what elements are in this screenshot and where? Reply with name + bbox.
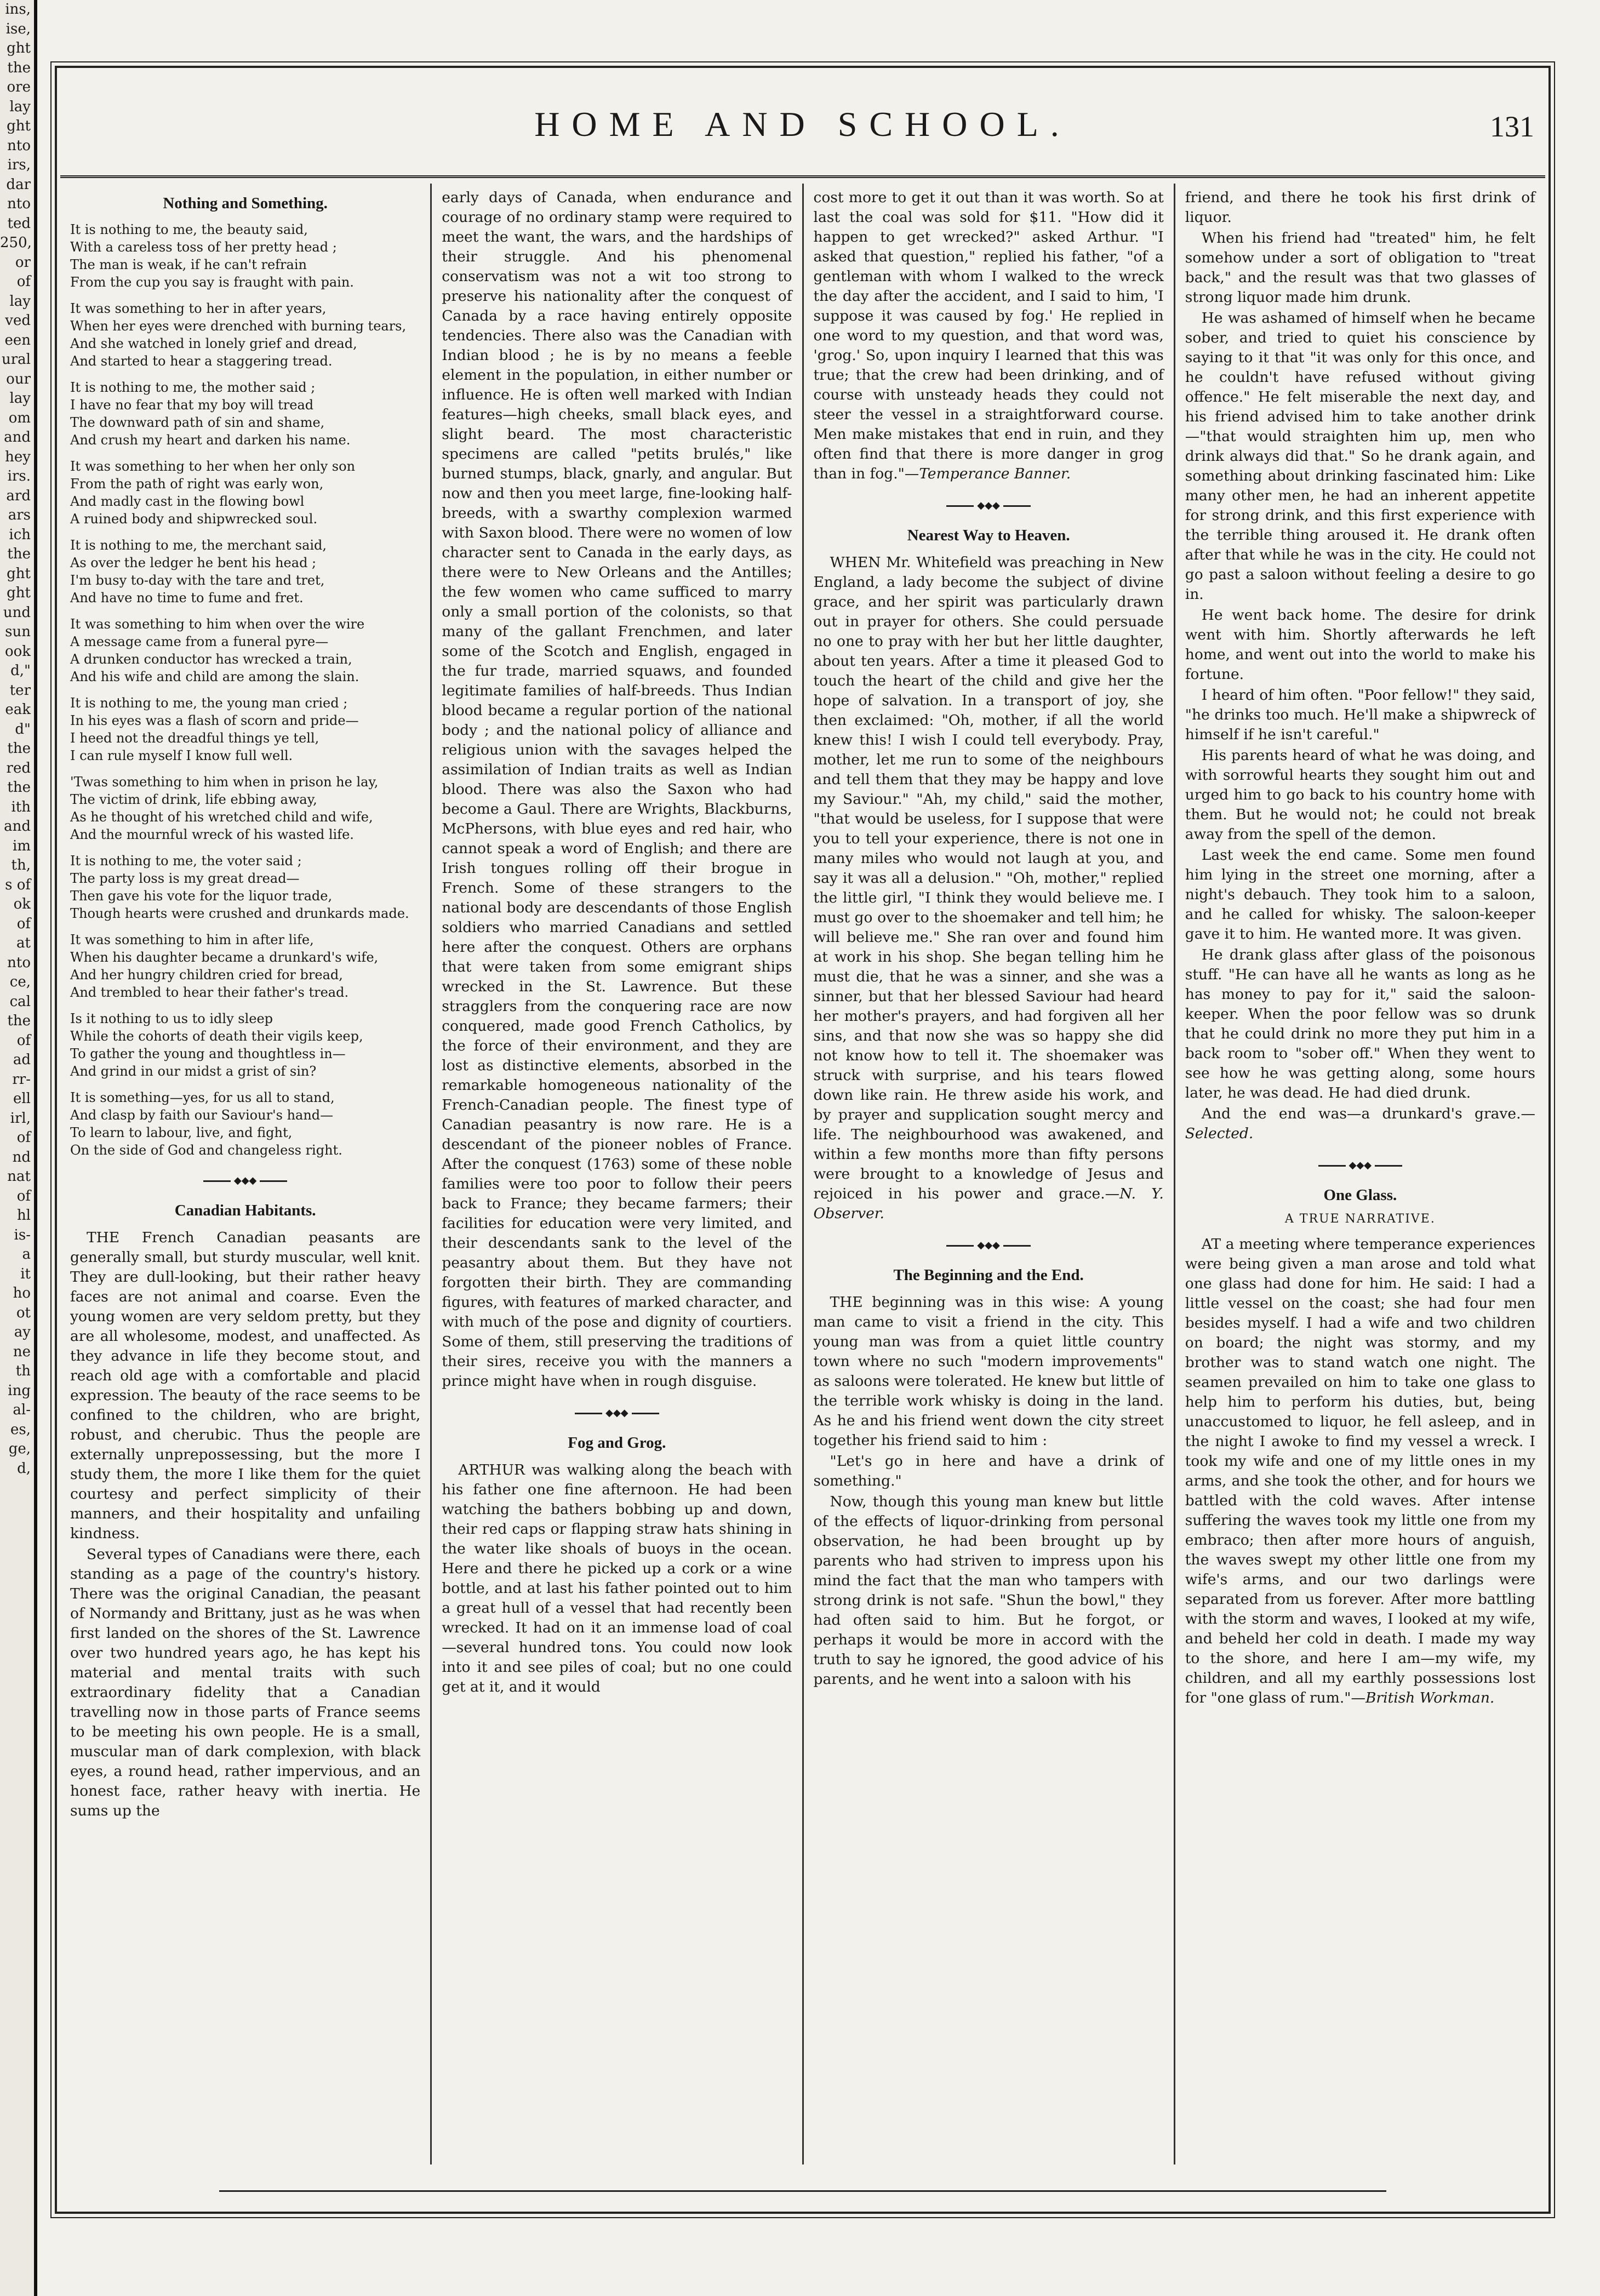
section-divider: ◆◆◆ <box>1185 1156 1535 1175</box>
previous-page-fragment: and <box>4 429 31 446</box>
poem-line: It is nothing to me, the beauty said, <box>70 222 308 237</box>
article-paragraph: He was ashamed of himself when he became sober, and tried to quiet his conscience by saying to it that "it was only for this once, and he couldn't have refused without giving offence." He felt miserable the next day, and his friend advised him to take another drink—"that would straighten him up, men who drink always did that." So he drank again, and something about drinking fascinated him: Like many other men, he had an inherent appetite for strong drink, and this first experience with the terrible thing aroused it. He drank often after that while he was in the city. He could not go past a saloon without feeling a desire to go in. <box>1185 310 1535 603</box>
previous-page-fragment: om <box>8 409 31 426</box>
poem-title: Nothing and Something. <box>163 195 328 212</box>
previous-page-fragment: ook <box>4 643 31 660</box>
poem-line: In his eyes was a flash of scorn and pride— <box>70 713 359 728</box>
poem-line: It is nothing to me, the mother said ; <box>70 380 316 395</box>
previous-page-fragment: a <box>22 1246 31 1263</box>
previous-page-fragment: ore <box>7 79 31 95</box>
poem-line: It was something to him when over the wire <box>70 616 365 632</box>
previous-page-fragment: lay <box>9 390 31 407</box>
poem-stanza <box>70 773 420 843</box>
previous-page-fragment: im <box>13 837 31 854</box>
previous-page-fragment: irs. <box>7 468 31 484</box>
poem-line: As he thought of his wretched child and wife, <box>70 809 373 825</box>
previous-page-fragment: ing <box>8 1382 31 1399</box>
article-source: British Workman. <box>1365 1689 1495 1706</box>
previous-page-fragment: nd <box>12 1149 31 1166</box>
poem-line: The party loss is my great dread— <box>70 871 300 886</box>
poem-stanza <box>70 300 420 370</box>
page-number: 131 <box>1490 110 1534 143</box>
poem-line: And she watched in lonely grief and dread, <box>70 336 357 351</box>
article-paragraph: He drank glass after glass of the poisonous stuff. "He can have all he wants as long as he has money to pay for it," said the saloon-keeper. When the poor fellow was so drunk that he could drink no more they put him in a back room to "sober off." When they went to see how he was getting along, some hours later, he was dead. He had died drunk. <box>1185 946 1535 1101</box>
article-title-nearest-way: Nearest Way to Heaven. <box>907 527 1070 544</box>
previous-page-fragment: nto <box>7 954 31 971</box>
poem-line: It is nothing to me, the merchant said, <box>70 538 327 553</box>
poem-line: A message came from a funeral pyre— <box>70 634 329 649</box>
previous-page-fragment: ot <box>16 1304 31 1321</box>
previous-page-fragment: ght <box>7 585 31 601</box>
previous-page-fragment: nat <box>7 1168 31 1185</box>
poem-line: As over the ledger he bent his head ; <box>70 555 317 570</box>
poem-line: To learn to labour, live, and fight, <box>70 1125 293 1140</box>
previous-page-fragment: of <box>16 273 31 290</box>
article-paragraph: "Let's go in here and have a drink of something." <box>813 1453 1164 1489</box>
poem-line: The victim of drink, life ebbing away, <box>70 792 317 807</box>
section-divider: ◆◆◆ <box>814 1236 1164 1255</box>
previous-page-fragment: ich <box>9 526 31 543</box>
poem-line: Then gave his vote for the liquor trade, <box>70 888 333 904</box>
poem-line: When her eyes were drenched with burning tears, <box>70 318 407 334</box>
previous-page-fragment: ith <box>11 798 31 815</box>
previous-page-fragment: ise, <box>5 20 31 37</box>
previous-page-fragment: irs, <box>7 157 31 173</box>
previous-page-fragment: ars <box>8 507 31 523</box>
previous-page-fragment: nto <box>7 137 31 154</box>
previous-page-fragment: of <box>16 1129 31 1146</box>
poem-line: I can rule myself I know full well. <box>70 748 293 763</box>
article-source: Selected. <box>1185 1125 1254 1142</box>
previous-page-fragment: ght <box>7 40 31 56</box>
previous-page-fragment: the <box>7 1013 31 1029</box>
previous-page-fragment: d" <box>15 721 31 738</box>
poem-line: The man is weak, if he can't refrain <box>70 257 307 272</box>
article-paragraph: early days of Canada, when endurance and courage of no ordinary stamp were required to meet the want, the wars, and the hardships of their struggle. And his phenomenal conservatism was not a wit too strong to preserve his nationality after the conquest of Canada by a race having entirely opposite tendencies. There also was the Canadian with Indian blood ; he is by no means a feeble element in the population, in either number or influence. He is often well marked with Indian features—high cheeks, small black eyes, and slight beard. The most characteristic specimens are called "petits brulés," like burned stumps, black, gnarly, and angular. But now and then you meet large, fine-looking half-breeds, with a swarthy complexion warmed with Saxon blood. There were no women of low character sent to Canada in the early days, as there were to New Orleans and the Antilles; the few women who came sufficed to marry only a small portion of the colonists, so that many of the gallant Frenchmen, and later some of the Scotch and English, engaged in the fur trade, married squaws, and founded legitimate families of half-breeds. Thus Indian blood became a regular portion of the national body ; and the national policy of alliance and religious union with the savages helped the assimilation of Indian traits as well as Indian blood. There was also the Saxon who had become a Gaul. There are Wrights, Blackburns, McPhersons, with blue eyes and red hair, who cannot speak a word of English; and there are Irish tongues rolling off their brogue in French. Some of these strangers to the national body are descendants of those English soldiers who married Canadians and settled here after the conquest. Others are orphans that were taken from some emigrant ships wrecked in the St. Lawrence. But these stragglers from the conquering race are now conquered, made good French Catholics, by the force of their environment, and they are lost as distinctive elements, absorbed in the remarkable homogeneous nationality of the French-Canadian people. The finest type of Canadian peasantry is now rare. He is a descendant of the pioneer nobles of France. After the conquest (1763) some of these noble families were too poor to follow their peers back to France; they became farmers; their facilities for education were very limited, and their descendants sank to the level of the peasantry about them. But they have not forgotten their birth. They are commanding figures, with features of marked character, and with much of the pose and dignity of courtiers. Some of them, still preserving the traditions of their sires, receive you with the manners a prince might have when in rough disguise. <box>442 189 792 1390</box>
previous-page-fragment: lay <box>9 293 31 310</box>
article-paragraph: I heard of him often. "Poor fellow!" they said, "he drinks too much. He'll make a shipwreck of himself if he isn't careful." <box>1185 687 1535 743</box>
poem-line: And trembled to hear their father's tread. <box>70 985 349 1000</box>
article-paragraph: Several types of Canadians were there, each standing as a page of the country's history. There was the original Canadian, the peasant of Normandy and Brittany, just as he was when first landed on the shores of the St. Lawrence over two hundred years ago, he has kept his material and mental traits with such extraordinary fidelity that a Canadian travelling now in those parts of France seems to be meeting his own people. He is a small, muscular man of dark complexion, with black eyes, a round head, rather impervious, and an honest face, rather heavy with inertia. He sums up the <box>70 1546 421 1819</box>
newspaper-page <box>55 66 1551 2214</box>
poem-line: When his daughter became a drunkard's wife, <box>70 950 379 965</box>
previous-page-fragment: cal <box>9 993 31 1010</box>
previous-page-fragment: ell <box>13 1090 31 1107</box>
article-paragraph: When his friend had "treated" him, he felt somehow under a sort of obligation to "treat back," and the result was that two glasses of strong liquor made him drunk. <box>1185 230 1535 306</box>
poem-stanza <box>70 1089 420 1159</box>
poem-line: Though hearts were crushed and drunkards made. <box>70 906 409 921</box>
poem-line: The downward path of sin and shame, <box>70 415 325 430</box>
previous-page-fragment: s of <box>5 876 31 893</box>
article-paragraph: Last week the end came. Some men found him lying in the street one morning, after a night's debauch. They took him to a saloon, and he called for whisky. The saloon-keeper gave it to him. He wanted more. It was given. <box>1185 847 1535 943</box>
poem-stanza <box>70 1010 420 1080</box>
previous-page-fragment: at <box>16 935 31 951</box>
previous-page-fragment: hey <box>5 448 31 465</box>
poem-line: A drunken conductor has wrecked a train, <box>70 652 352 667</box>
article-source: N. Y. Observer. <box>813 1185 1164 1222</box>
previous-page-fragment: d," <box>10 662 31 679</box>
previous-page-fragment: ted <box>7 215 31 232</box>
column-3 <box>804 184 1175 2164</box>
previous-page-fragment: ved <box>5 312 31 329</box>
poem-line: It was something to him in after life, <box>70 932 314 947</box>
poem-line: To gather the young and thoughtless in— <box>70 1046 346 1061</box>
previous-page-fragment: ins, <box>5 1 31 18</box>
previous-page-fragment: sun <box>5 624 31 640</box>
previous-page-fragment: of <box>16 1032 31 1049</box>
previous-page-fragment: is- <box>14 1226 31 1243</box>
previous-page-fragment: al- <box>13 1402 31 1418</box>
poem-line: From the cup you say is fraught with pain. <box>70 275 354 290</box>
article-paragraph: Now, though this young man knew but little of the effects of liquor-drinking from personal observation, he had been brought up by parents who had striven to impress upon his mind the fact that the man who tampers with strong drink is not safe. "Shun the bowl," they had often said to him. But he forgot, or perhaps it would be more in accord with the truth to say he ignored, the good advice of his parents, and he went into a saloon with his <box>813 1493 1164 1688</box>
previous-page-fragment: th, <box>11 857 31 873</box>
poem-stanza <box>70 536 420 607</box>
section-divider: ◆◆◆ <box>814 496 1164 516</box>
poem-line: It is nothing to me, the voter said ; <box>70 853 302 869</box>
previous-page-edge <box>0 0 37 2296</box>
poem-line: And crush my heart and darken his name. <box>70 432 351 448</box>
poem-line: And madly cast in the flowing bowl <box>70 494 305 509</box>
previous-page-fragment: lay <box>9 98 31 115</box>
previous-page-fragment: ho <box>13 1285 31 1301</box>
previous-page-fragment: 250, <box>0 235 32 251</box>
poem-stanza <box>70 615 420 686</box>
article-paragraph: WHEN Mr. Whitefield was preaching in New England, a lady become the subject of divine grace, and her spirit was particularly drawn out in prayer for others. She could persuade no one to pray with her but her little daughter, about ten years. After a time it pleased God to touch the heart of the child and give her the hope of salvation. In a transport of joy, she then exclaimed: "Oh, mother, if all the world knew this! I wish I could tell everybody. Pray, mother, let me run to some of the neighbours and tell them that they may be happy and love my Saviour." "Ah, my child," said the mother, "that would be useless, for I suppose that were you to tell your experience, there is not one in many miles who would not laugh at you, and say it was all a delusion." "Oh, mother," replied the little girl, "I think they would believe me. I must go over to the shoemaker and tell him; he will believe me." She ran over and found him at work in his shop. She began telling him he must die, that he was a sinner, and she was a sinner, but that her blessed Saviour had heard her mother's prayers, and had forgiven all her sins, and that now she was so happy she did not know how to tell it. The shoemaker was struck with surprise, and his tears flowed down like rain. He threw aside his work, and by prayer and supplication sought mercy and life. The neighbourhood was awakened, and within a few months more than fifty persons were brought to a knowledge of Jesus and rejoiced in his power and grace.—N. Y. Observer. <box>813 554 1164 1222</box>
bottom-rule <box>219 2190 1386 2192</box>
poem-line: And his wife and child are among the slain. <box>70 669 359 684</box>
previous-page-fragment: ce, <box>9 974 31 990</box>
article-paragraph: And the end was—a drunkard's grave.—Selected. <box>1185 1105 1535 1142</box>
poem-line: And have no time to fume and fret. <box>70 590 304 606</box>
poem-line: It is nothing to me, the young man cried ; <box>70 695 348 711</box>
article-paragraph: His parents heard of what he was doing, and with sorrowful hearts they sought him out and urged him to go back to his country home with them. But he would not; he could not break away from the spell of the demon. <box>1185 747 1535 843</box>
article-paragraph: He went back home. The desire for drink went with him. Shortly afterwards he left home, and went out into the world to make his fortune. <box>1185 607 1535 683</box>
poem-line: And started to hear a staggering tread. <box>70 353 333 369</box>
article-title-canadian-habitants: Canadian Habitants. <box>174 1202 316 1219</box>
section-divider: ◆◆◆ <box>442 1403 792 1423</box>
previous-page-fragment: hl <box>16 1207 31 1224</box>
previous-page-fragment: und <box>3 604 31 621</box>
previous-page-fragment: and <box>4 818 31 835</box>
previous-page-fragment: of <box>16 915 31 932</box>
previous-page-fragment: ght <box>7 118 31 134</box>
previous-page-fragment: ard <box>6 487 31 504</box>
poem-line: And the mournful wreck of his wasted life. <box>70 827 354 842</box>
column-2 <box>432 184 803 2164</box>
previous-page-fragment: es, <box>10 1421 31 1438</box>
poem-body <box>70 221 420 1159</box>
masthead <box>60 88 1545 178</box>
poem-stanza <box>70 694 420 764</box>
poem-line: And clasp by faith our Saviour's hand— <box>70 1107 334 1123</box>
poem-stanza <box>70 852 420 922</box>
previous-page-fragment: irl, <box>10 1110 31 1127</box>
poem-line: While the cohorts of death their vigils keep, <box>70 1029 363 1044</box>
poem-line: It was something to her in after years, <box>70 301 327 316</box>
article-paragraph: AT a meeting where temperance experiences were being given a man arose and told what one glass had done for him. He said: I had a little vessel on the coast; she had four men besides myself. I had a wife and two children on board; the night was stormy, and my brother was to stand watch one night. The seamen prevailed on him to take one glass to help him to perform his duties, but, being unaccustomed to liquor, he fell asleep, and in the night I awoke to find my vessel a wreck. I took my wife and one of my little ones in my arms, and she took the other, and for hours we battled with the cold waves. After intense suffering the waves took my little one from my embraco; then after more hours of anguish, the waves swept my other little one from my wife's arms, and our two darlings were separated from us forever. After more battling with the storm and waves, I looked at my wife, and beheld her cold in death. I made my way to the shore, and here I am—my wife, my children, and all my earthly possessions lost for "one glass of rum."—British Workman. <box>1185 1236 1535 1706</box>
previous-page-fragment: our <box>6 370 31 387</box>
article-title-fog-and-grog: Fog and Grog. <box>568 1434 666 1452</box>
poem-line: On the side of God and changeless right. <box>70 1143 342 1158</box>
previous-page-fragment: ural <box>2 351 31 368</box>
poem-line: It is something—yes, for us all to stand, <box>70 1090 335 1105</box>
poem-stanza <box>70 379 420 449</box>
poem-line: I'm busy to-day with the tare and tret, <box>70 573 325 588</box>
poem-stanza <box>70 221 420 291</box>
article-paragraph: cost more to get it out than it was worth. So at last the coal was sold for $11. "How did it happen to get wrecked?" asked Arthur. "I asked that question," replied his father, "of a gentleman with whom I walked to the wreck the day after the accident, and I said to him, 'I suppose it was caused by fog.' He replied in one word to my question, and that word was, 'grog.' So, upon inquiry I learned that this was true; that the crew had been drinking, and of course with unsteady heads they could not steer the vessel in a straightforward course. Men make mistakes that end in ruin, and they often find that there is more danger in grog than in fog."—Temperance Banner. <box>813 189 1164 482</box>
previous-page-fragment: ok <box>13 896 31 912</box>
poem-line: And her hungry children cried for bread, <box>70 967 343 983</box>
poem-stanza <box>70 931 420 1001</box>
column-4 <box>1175 184 1545 2164</box>
previous-page-fragment: ter <box>9 682 31 699</box>
previous-page-fragment: the <box>7 546 31 562</box>
article-paragraph: THE beginning was in this wise: A young man came to visit a friend in the city. This young man was from a quiet little country town where no such "modern improvements" as saloons were tolerated. He knew but little of the terrible work whisky is doing in the land. As he and his friend went down the city street together his friend said to him : <box>813 1294 1164 1449</box>
previous-page-fragment: it <box>20 1265 31 1282</box>
article-title-beginning-and-end: The Beginning and the End. <box>893 1266 1084 1284</box>
previous-page-fragment: ght <box>7 565 31 582</box>
previous-page-fragment: nto <box>7 196 31 212</box>
previous-page-fragment: d, <box>17 1460 31 1477</box>
previous-page-fragment: of <box>16 1187 31 1204</box>
poem-stanza <box>70 458 420 528</box>
previous-page-fragment: ay <box>14 1324 31 1340</box>
previous-page-fragment: ad <box>13 1052 31 1068</box>
column-1 <box>60 184 432 2164</box>
previous-page-fragment: the <box>7 59 31 76</box>
poem-line: A ruined body and shipwrecked soul. <box>70 511 318 527</box>
poem-line: From the path of right was early won, <box>70 476 324 492</box>
article-paragraph: ARTHUR was walking along the beach with his father one fine afternoon. He had been watching the bathers bobbing up and down, their red caps or flapping straw hats shining in the water like shoals of buoys in the ocean. Here and there he picked up a cork or a wine bottle, and at last his father pointed out to him a great hull of a vessel that had recently been wrecked. It had on it an immense load of coal—several hundred tons. You could now look into it and see piles of coal; but no one could get at it, and it would <box>442 1461 792 1695</box>
article-source: Temperance Banner. <box>919 465 1071 482</box>
previous-page-fragment: ge, <box>8 1441 31 1457</box>
previous-page-fragment: eak <box>5 701 31 718</box>
previous-page-fragment: dar <box>6 176 31 193</box>
article-paragraph: THE French Canadian peasants are generally small, but sturdy muscular, well knit. They are dull-looking, but their rather heavy faces are not animal and coarse. Even the young women are very seldom pretty, but they are all wholesome, modest, and unaffected. As they advance in life they become stout, and reach old age with a comfortable and placid expression. The beauty of the race seems to be confined to the children, who are bright, robust, and cherubic. Thus the people are externally unprepossessing, but the more I study them, the more I like them for the quiet courtesy and perfect simplicity of their manners, and their hospitality and unfailing kindness. <box>70 1229 421 1542</box>
article-paragraph: friend, and there he took his first drink of liquor. <box>1185 189 1535 226</box>
poem-line: Is it nothing to us to idly sleep <box>70 1011 273 1026</box>
masthead-title: HOME AND SCHOOL. <box>534 105 1071 144</box>
previous-page-fragment: red <box>6 759 31 776</box>
previous-page-fragment: the <box>7 740 31 757</box>
article-subtitle: A TRUE NARRATIVE. <box>1284 1212 1436 1226</box>
columns <box>60 184 1545 2164</box>
previous-page-fragment: rr- <box>12 1071 31 1088</box>
poem-line: And grind in our midst a grist of sin? <box>70 1064 317 1079</box>
poem-line: I heed not the dreadful things ye tell, <box>70 730 319 746</box>
poem-line: With a careless toss of her pretty head ; <box>70 239 337 255</box>
poem-line: 'Twas something to him when in prison he lay, <box>70 774 379 790</box>
previous-page-fragment: or <box>15 254 31 271</box>
poem-line: It was something to her when her only son <box>70 459 356 474</box>
previous-page-fragment: ne <box>13 1343 31 1360</box>
section-divider: ◆◆◆ <box>70 1171 420 1191</box>
article-title-one-glass: One Glass. <box>1323 1186 1397 1204</box>
previous-page-fragment: een <box>4 332 31 349</box>
poem-line: I have no fear that my boy will tread <box>70 397 314 413</box>
previous-page-fragment: th <box>15 1363 31 1379</box>
previous-page-fragment: the <box>7 779 31 796</box>
